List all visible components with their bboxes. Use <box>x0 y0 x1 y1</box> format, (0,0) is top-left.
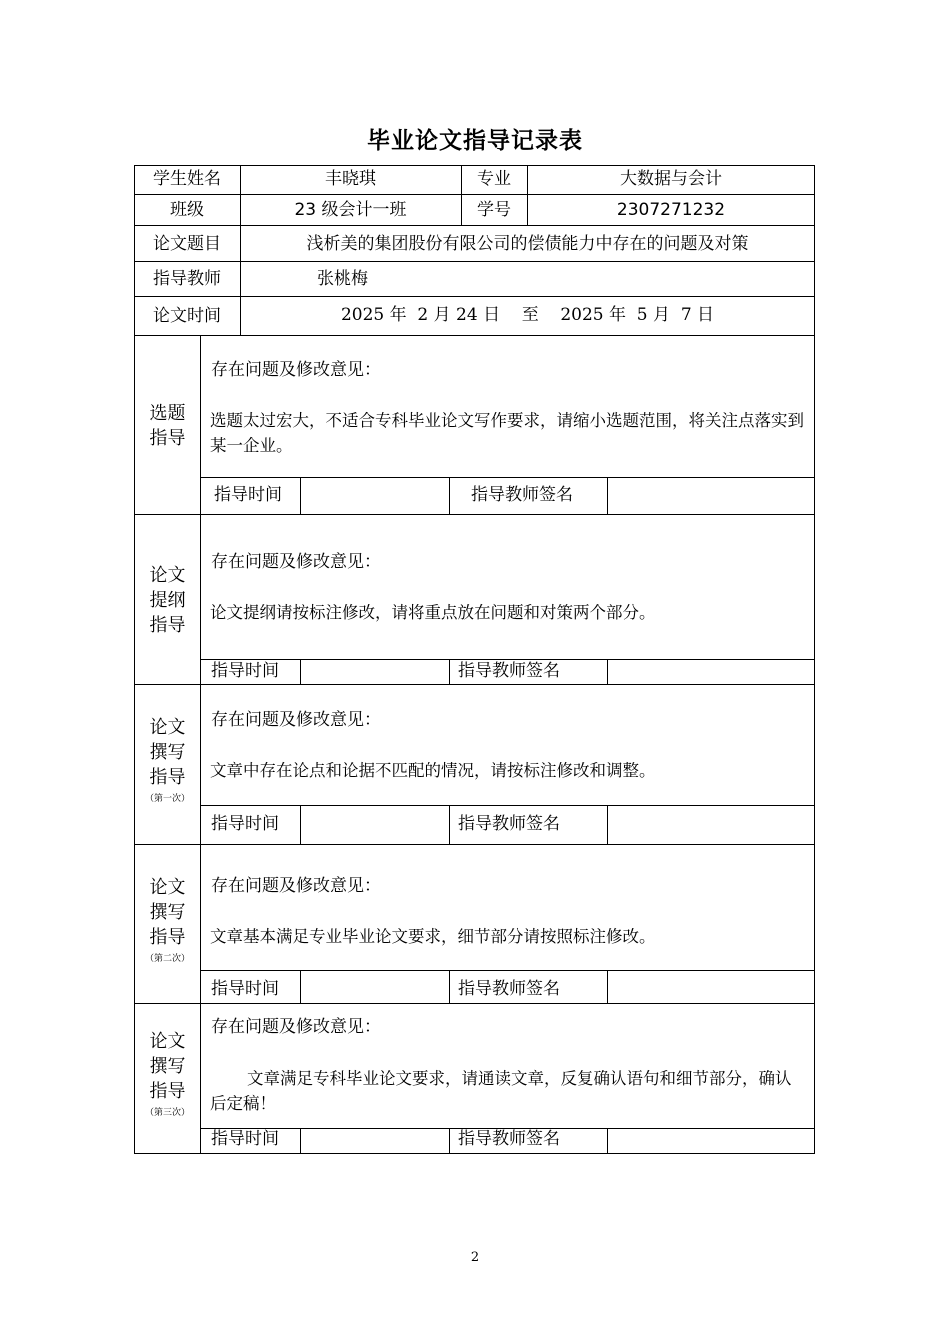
page-title: 毕业论文指导记录表 <box>367 128 583 154</box>
issues-heading: 存在问题及修改意见： <box>211 876 381 896</box>
student-name: 丰晓琪 <box>325 169 376 189</box>
issues-heading: 存在问题及修改意见： <box>211 552 381 572</box>
thesis-period: 2025 年 2 月 24 日 至 2025 年 5 月 7 日 <box>340 305 715 325</box>
sign-label: 指导教师签名 <box>458 661 560 681</box>
time-label: 指导时间 <box>211 1129 279 1149</box>
draft-round-note: （第二次） <box>144 954 190 964</box>
sign-label: 指导教师签名 <box>458 814 560 834</box>
advisor-comment: 文章满足专科毕业论文要求，请通读文章，反复确认语句和细节部分，确认后定稿！ <box>210 1069 792 1113</box>
advisor-comment: 文章中存在论点和论据不匹配的情况，请按标注修改和调整。 <box>210 761 656 780</box>
section-label-draft-1: 论文 撰写 指导 （第一次） <box>134 715 201 806</box>
issues-heading: 存在问题及修改意见： <box>211 1017 381 1037</box>
major-label: 专业 <box>477 169 511 189</box>
draft-round-note: （第一次） <box>144 794 190 804</box>
advisor-comment: 文章基本满足专业毕业论文要求，细节部分请按照标注修改。 <box>210 927 656 946</box>
section-label-draft-2: 论文 撰写 指导 （第二次） <box>134 875 201 966</box>
student-id: 2307271232 <box>616 200 726 220</box>
section-label-outline: 论文 提纲 指导 <box>149 565 186 636</box>
student-name-label: 学生姓名 <box>153 169 221 189</box>
issues-heading: 存在问题及修改意见： <box>211 360 381 380</box>
time-label: 指导时间 <box>211 661 279 681</box>
advisor-name: 张桃梅 <box>317 269 368 289</box>
class-label: 班级 <box>170 200 204 220</box>
sign-label: 指导教师签名 <box>458 979 560 999</box>
time-label: 指导时间 <box>214 485 282 505</box>
sign-label: 指导教师签名 <box>458 1129 560 1149</box>
guidance-record-table <box>134 165 815 1154</box>
advisor-label: 指导教师 <box>153 269 221 289</box>
student-id-label: 学号 <box>477 200 511 220</box>
draft-round-note: （第三次） <box>144 1108 190 1118</box>
period-label: 论文时间 <box>153 306 221 326</box>
section-label-draft-3: 论文 撰写 指导 （第三次） <box>134 1029 201 1120</box>
topic-label: 论文题目 <box>153 234 221 254</box>
major: 大数据与会计 <box>620 169 722 189</box>
advisor-comment: 论文提纲请按标注修改，请将重点放在问题和对策两个部分。 <box>210 603 656 622</box>
class-value: 23 级会计一班 <box>294 200 407 220</box>
thesis-topic: 浅析美的集团股份有限公司的偿债能力中存在的问题及对策 <box>306 234 749 254</box>
issues-heading: 存在问题及修改意见： <box>211 710 381 730</box>
time-label: 指导时间 <box>211 814 279 834</box>
advisor-comment: 选题太过宏大，不适合专科毕业论文写作要求，请缩小选题范围，将关注点落实到某一企业。 <box>210 411 804 455</box>
section-label-topic: 选题 指导 <box>149 403 186 449</box>
time-label: 指导时间 <box>211 979 279 999</box>
page-number: 2 <box>470 1250 480 1265</box>
sign-label: 指导教师签名 <box>471 485 573 505</box>
